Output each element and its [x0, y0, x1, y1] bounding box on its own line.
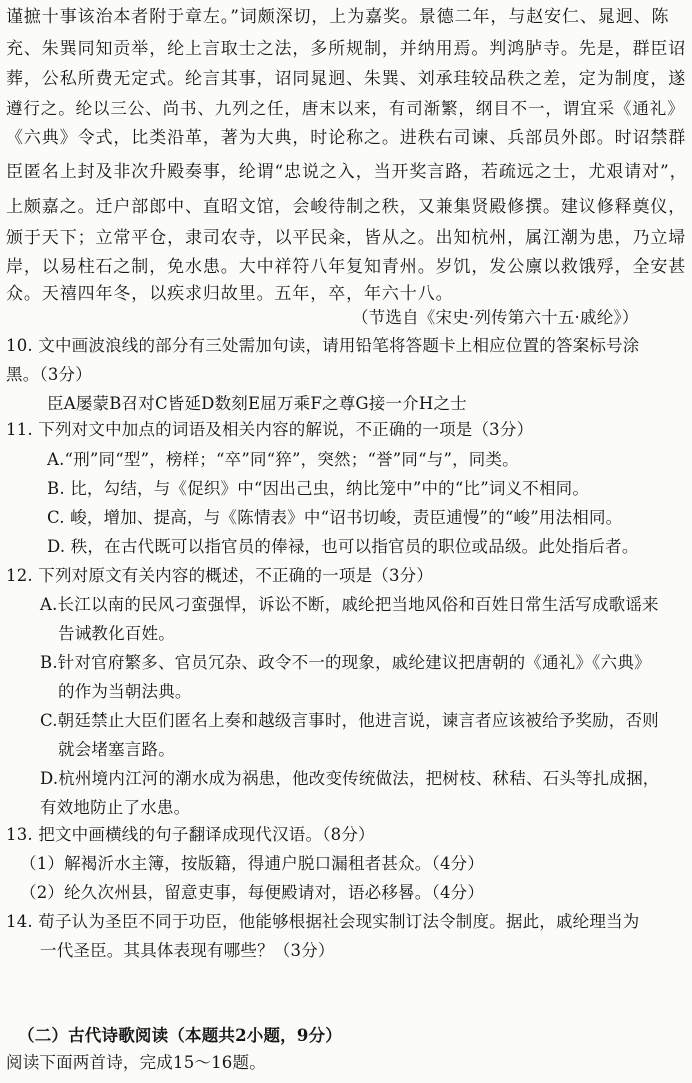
q13-sentence-1: （1）解褐沂水主簿，按版籍，得逋户脱口漏租者甚众。（4分） [20, 854, 485, 873]
q11-option-b: B. 比，勾结，与《促织》中“因出己虫，纳比笼中”中的“比”词义不相同。 [47, 479, 590, 498]
passage-source: （节选自《宋史·列传第六十五·戚纶》） [352, 308, 639, 327]
q12-stem: 12. 下列对原文有关内容的概述，不正确的一项是（3分） [6, 566, 434, 585]
q12-option-c: C.朝廷禁止大臣们匿名上奏和越级言事时，他进言说，谏言者应该被给予奖励，否则 [40, 711, 659, 730]
passage-line-2: 充、朱巽同知贡举，纶上言取士之法，多所规制，并纳用焉。判鸿胪寺。先是，群臣诏 [6, 39, 687, 59]
q10-stem: 10. 文中画波浪线的部分有三处需加句读，请用铅笔将答题卡上相应位置的答案标号涂 [6, 336, 640, 355]
q10-stem-cont: 黑。（3分） [6, 365, 92, 384]
passage-line-4: 遵行之。纶以三公、尚书、九列之任，唐末以来，有司渐繁，纲目不一，谓宜采《通礼》 [6, 99, 685, 118]
q11-stem: 11. 下列对文中加点的词语及相关内容的解说，不正确的一项是（3分） [6, 420, 534, 439]
passage-line-10: 众。天禧四年冬，以疾求归故里。五年，卒，年六十八。 [6, 284, 454, 304]
passage-line-8: 颁于天下；立常平仓，隶司农寺，以平民籴，皆从之。出知杭州，属江潮为患，乃立埽 [6, 228, 687, 248]
q12-option-a: A.长江以南的民风刁蛮强悍，诉讼不断，戚纶把当地风俗和百姓日常生活写成歌谣来 [40, 595, 659, 614]
q11-option-d: D. 秩，在古代既可以指官员的俸禄，也可以指官员的职位或品级。此处指后者。 [47, 537, 639, 556]
q12-option-c-cont: 就会堵塞言路。 [58, 740, 175, 759]
q10-options: 臣A屡蒙B召对C皆延D数刻E屈万乘F之尊G接一介H之士 [47, 394, 467, 413]
q12-option-a-cont: 告诫教化百姓。 [58, 624, 175, 643]
q14-stem: 14. 荀子认为圣臣不同于功臣，他能够根据社会现实制订法令制度。据此，戚纶理当为 [6, 912, 640, 931]
passage-line-5: 《六典》令式，比类沿革，著为大典，时论称之。进秩右司谏、兵部员外郎。时诏禁群 [6, 128, 687, 148]
q14-stem-cont: 一代圣臣。其具体表现有哪些？（3分） [40, 941, 335, 960]
passage-line-1: 谨摭十事该治本者附于章左。”词颇深切，上为嘉奖。景德二年，与赵安仁、晁迥、陈 [6, 7, 670, 27]
q12-option-b-cont: 的作为当朝法典。 [58, 682, 192, 701]
passage-line-6: 臣匿名上封及非次升殿奏事，纶谓“忠说之入，当开奖言路，若疏远之士，尤艰请对”， [6, 162, 688, 182]
q13-sentence-2: （2）纶久次州县，留意吏事，每便殿请对，语必移晷。（4分） [20, 883, 485, 902]
section-heading: （二）古代诗歌阅读（本题共2小题，9分） [18, 1026, 342, 1045]
q11-option-c: C. 峻，增加、提高，与《陈情表》中“诏书切峻，责臣逋慢”的“峻”用法相同。 [47, 508, 623, 527]
q12-option-b: B.针对官府繁多、官员冗杂、政令不一的现象，戚纶建议把唐朝的《通礼》《六典》 [40, 653, 651, 672]
q13-stem: 13. 把文中画横线的句子翻译成现代汉语。（8分） [6, 825, 375, 844]
q12-option-d: D.杭州境内江河的潮水成为祸患，他改变传统做法，把树枝、秫秸、石头等扎成捆， [40, 769, 660, 788]
q12-option-d-cont: 有效地防止了水患。 [40, 798, 191, 817]
passage-line-7: 上颇嘉之。迁户部郎中、直昭文馆，会峻待制之秩，又兼集贤殿修撰。建议修释奠仪， [6, 197, 687, 217]
q11-option-a: A.“刑”同“型”，榜样；“卒”同“猝”，突然；“誉”同“与”，同类。 [47, 450, 519, 469]
passage-line-3: 葬，公私所费无定式。纶言其事，诏同晁迥、朱巽、刘承珪较品秩之差，定为制度，遂 [6, 69, 687, 89]
section-instruction: 阅读下面两首诗，完成15～16题。 [6, 1053, 266, 1072]
passage-line-9: 岸，以易柱石之制，免水患。大中祥符八年复知青州。岁饥，发公廪以救饿殍，全安甚 [6, 257, 687, 277]
